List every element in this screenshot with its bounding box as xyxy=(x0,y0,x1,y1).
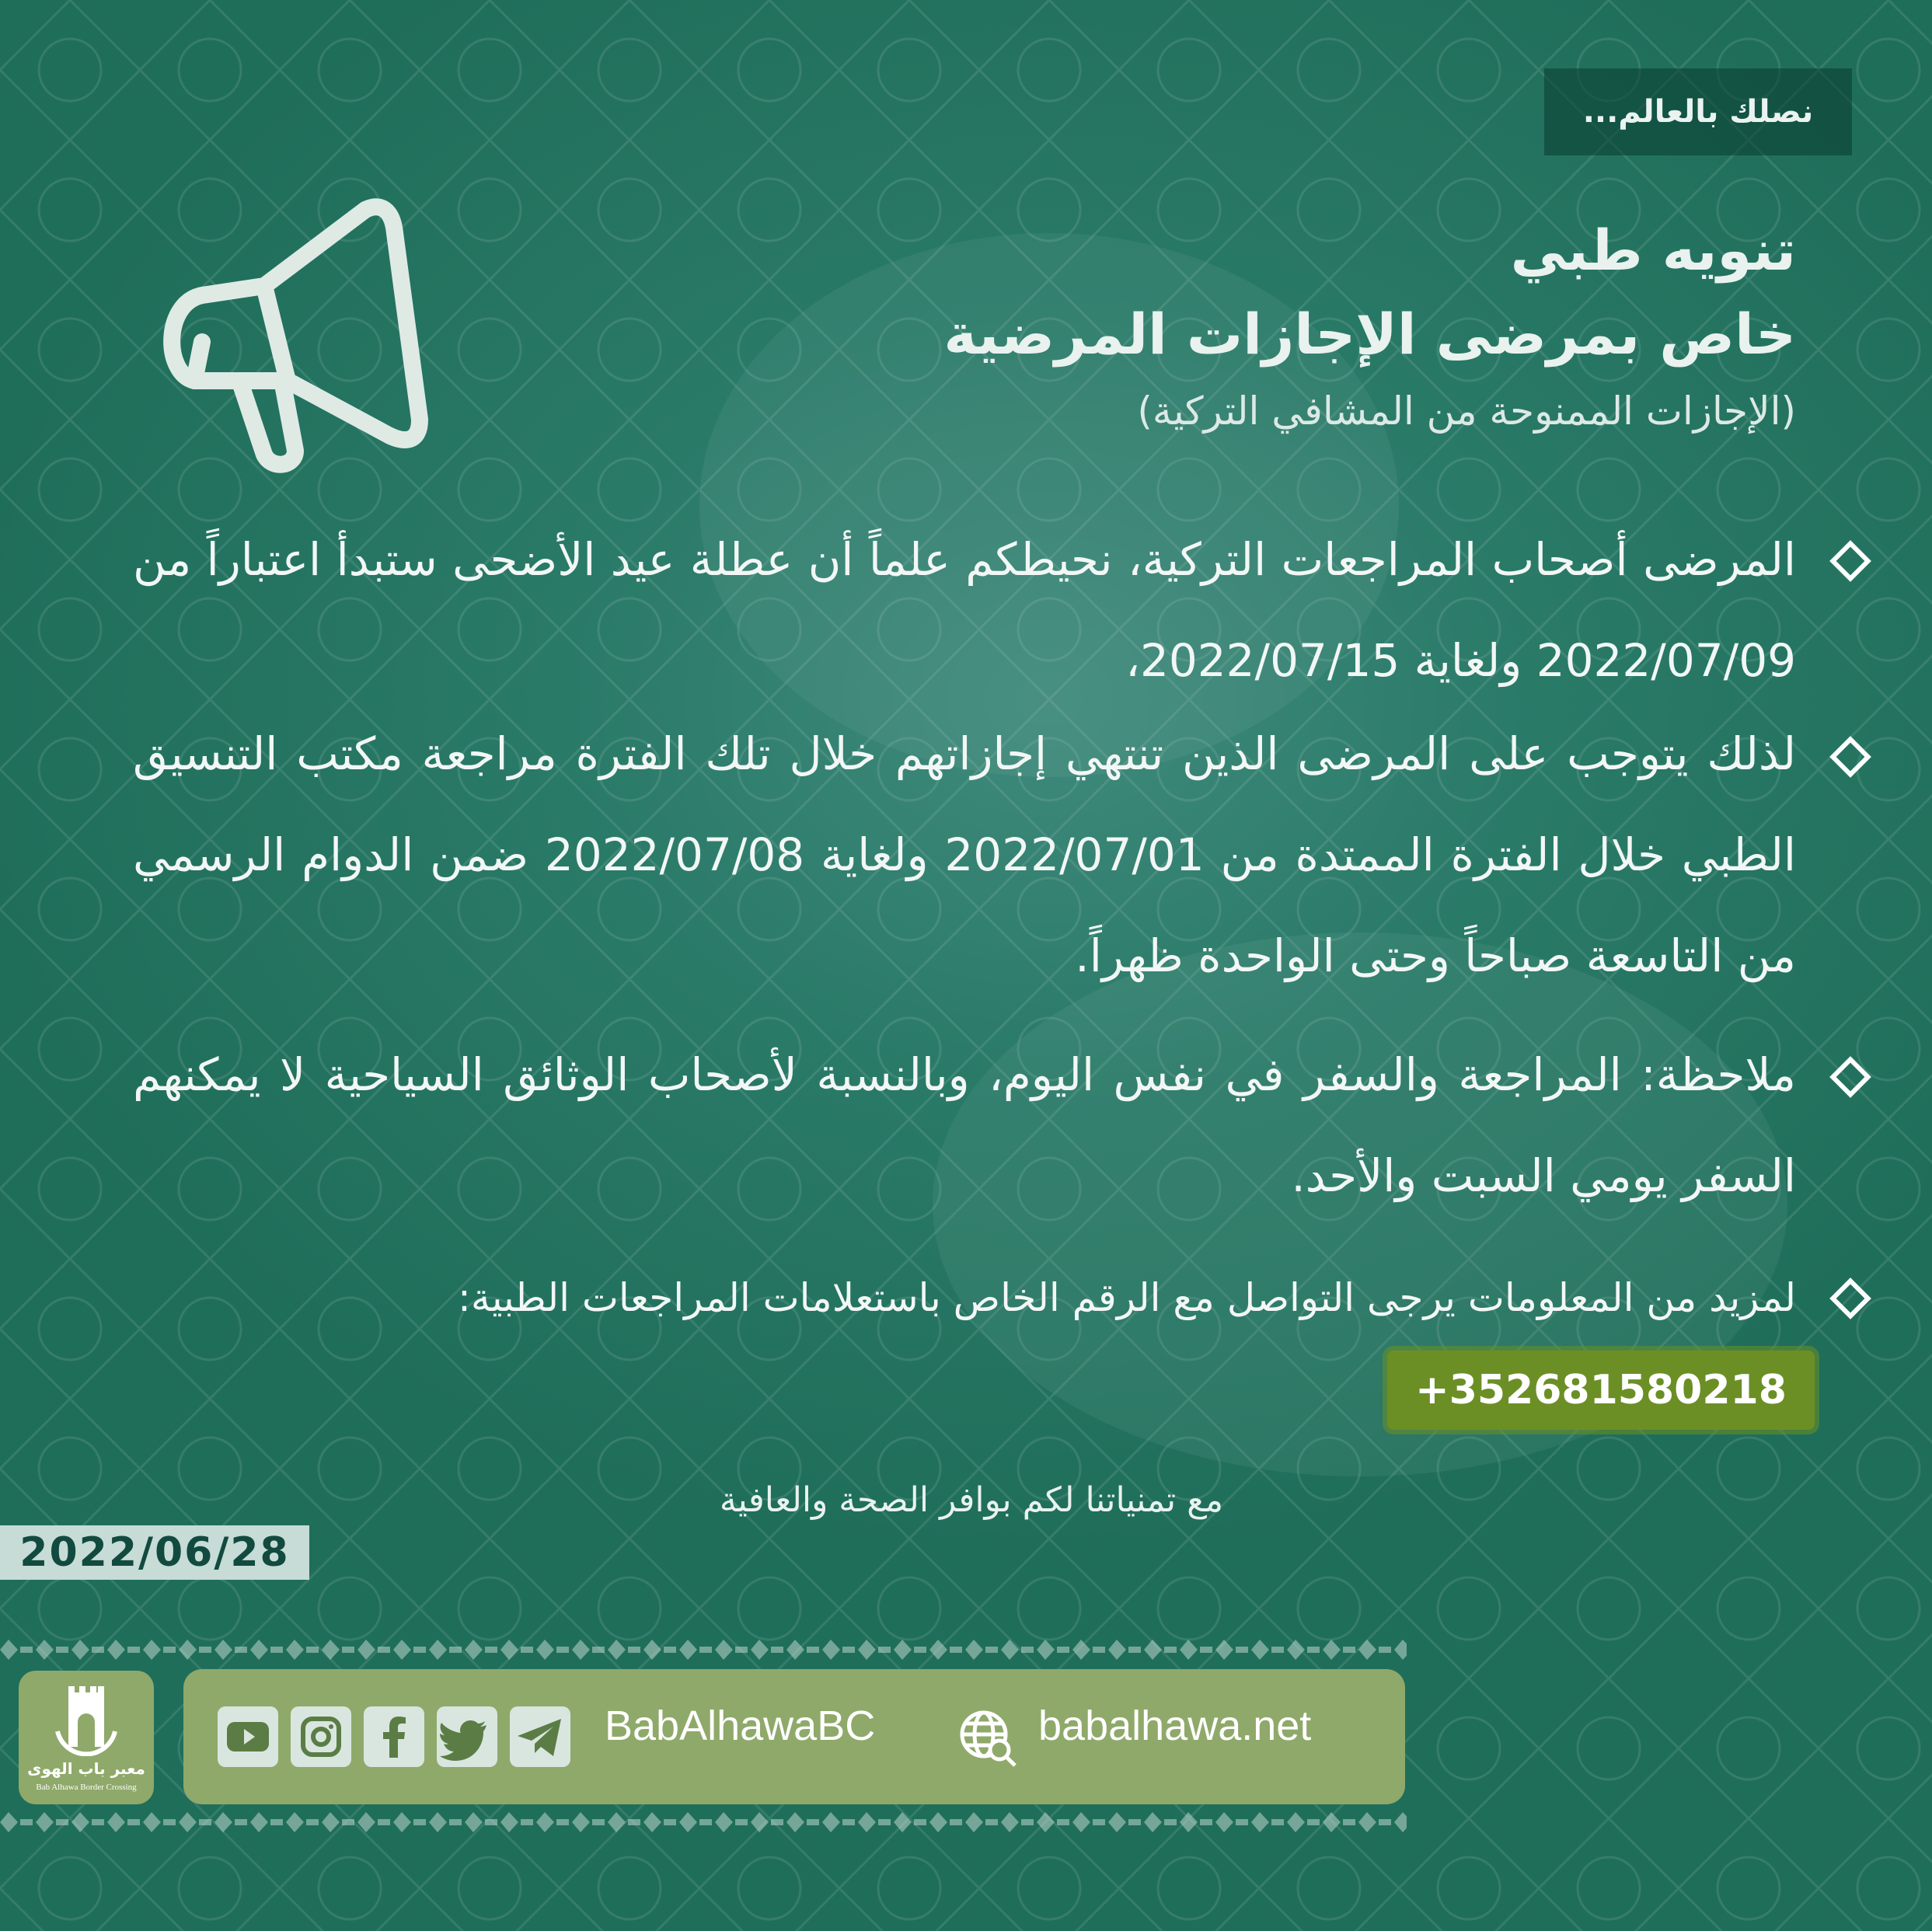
facebook-icon[interactable] xyxy=(364,1706,424,1767)
post-date: 2022/06/28 xyxy=(0,1525,309,1580)
globe-search-icon xyxy=(957,1708,1018,1769)
phone-number[interactable]: +352681580218 xyxy=(1387,1351,1815,1430)
logo xyxy=(19,1671,154,1804)
website-link[interactable]: babalhawa.net xyxy=(1038,1703,1312,1749)
footer-bar xyxy=(183,1669,1405,1804)
instagram-icon[interactable] xyxy=(291,1706,351,1767)
closing-wish: مع تمنياتنا لكم بوافر الصحة والعافية xyxy=(719,1480,1224,1520)
twitter-icon[interactable] xyxy=(437,1706,497,1767)
social-handle[interactable]: BabAlhawaBC xyxy=(605,1703,876,1749)
title-line1: تنويه طبي xyxy=(1510,218,1796,283)
logo-text-en: Bab Alhawa Border Crossing xyxy=(36,1783,137,1792)
title-line2: خاص بمرضى الإجازات المرضية xyxy=(943,302,1796,367)
decorative-border-bottom xyxy=(0,1812,1407,1832)
telegram-icon[interactable] xyxy=(510,1706,570,1767)
youtube-icon[interactable] xyxy=(218,1706,278,1767)
gate-icon xyxy=(51,1685,121,1756)
bullet-1: المرضى أصحاب المراجعات التركية، نحيطكم علماً أن عطلة عيد الأضحى ستبدأ اعتباراً من 2022/07/09 ولغاية 2022/07/15، xyxy=(133,533,1796,687)
megaphone-icon xyxy=(148,186,443,474)
bullet-2: لذلك يتوجب على المرضى الذين تنتهي إجازاتهم خلال تلك الفترة مراجعة مكتب التنسيق الطبي خلال الفترة الممتدة من 2022/07/01 ولغاية 2022/07/08 ضمن الدوام الرسمي من التاسعة صباحاً وحتى الواحدة ظهراً. xyxy=(133,727,1796,982)
decorative-border-top xyxy=(0,1640,1407,1660)
tagline: نصلك بالعالم... xyxy=(1544,68,1852,155)
bullet-3: ملاحظة: المراجعة والسفر في نفس اليوم، وبالنسبة لأصحاب الوثائق السياحية لا يمكنهم السفر يومي السبت والأحد. xyxy=(133,1048,1796,1202)
logo-text-ar: معبر باب الهوى xyxy=(27,1759,145,1778)
subtitle: (الإجازات الممنوحة من المشافي التركية) xyxy=(1137,389,1796,434)
bullet-4: لمزيد من المعلومات يرجى التواصل مع الرقم الخاص باستعلامات المراجعات الطبية: xyxy=(458,1275,1796,1320)
